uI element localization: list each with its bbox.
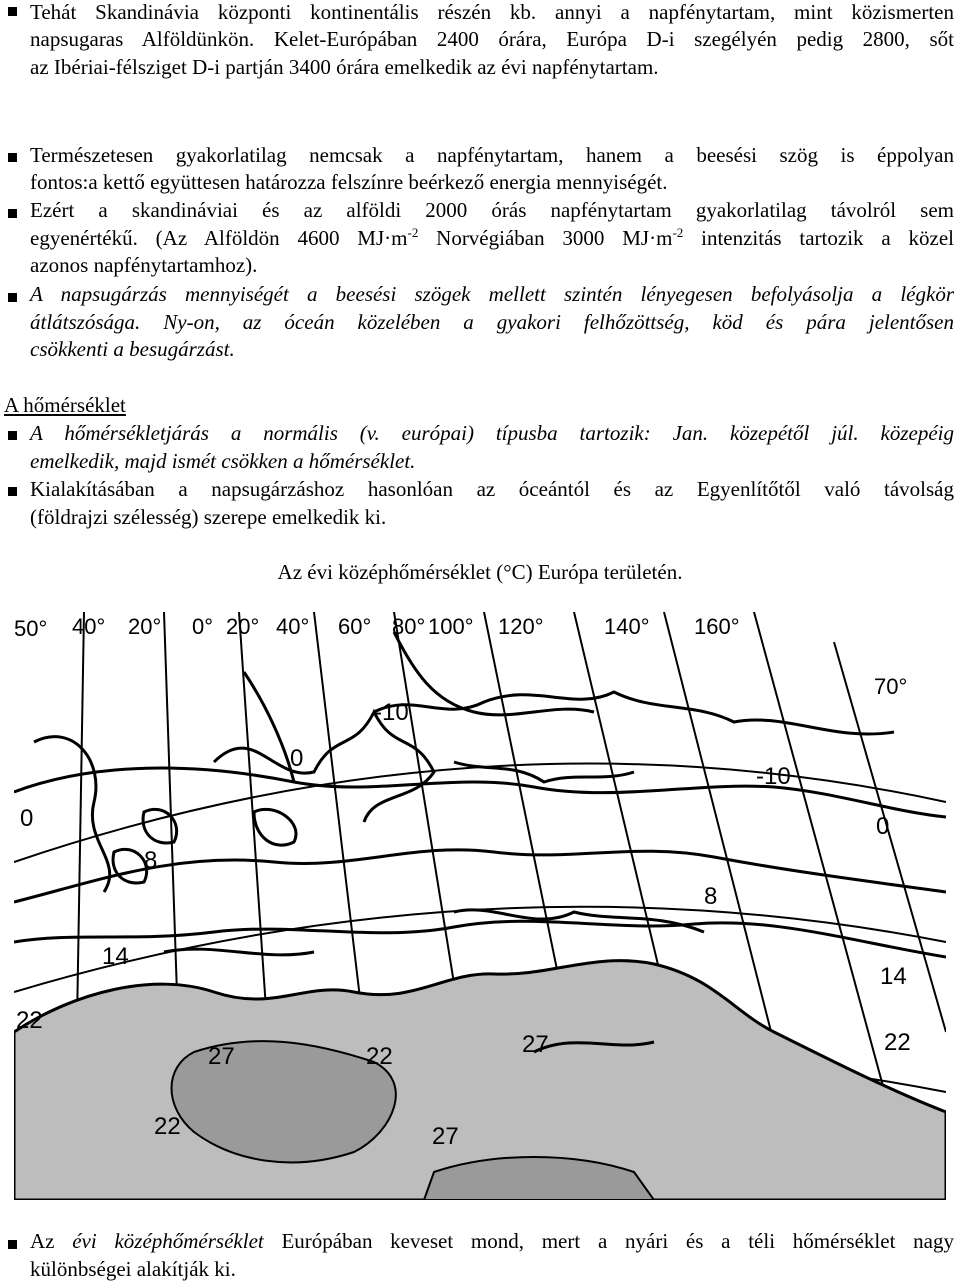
longitude-label: 20° (128, 614, 162, 639)
bullet-icon (8, 293, 17, 302)
text-line: azonos napfénytartamhoz). (30, 253, 258, 277)
text-line: A hőmérsékletjárás a normális (v. európai) típusba tartozik: Jan. közepétől júl. közepéig (30, 421, 954, 445)
isotherm-label: 8 (144, 847, 158, 874)
text-segment: Norvégiában 3000 MJ·m (418, 226, 673, 250)
europe-temperature-map (14, 612, 946, 1200)
text-line: Tehát Skandinávia központi kontinentális részén kb. annyi a napfénytartam, mint közismerten (30, 0, 954, 24)
text-line: emelkedik, majd ismét csökken a hőmérséklet. (30, 449, 416, 473)
bullet-icon (8, 1240, 17, 1249)
isotherm-label: 0 (876, 813, 890, 840)
text-segment: Az (30, 1229, 73, 1253)
text-line: csökkenti a besugárzást. (30, 337, 235, 361)
longitude-label: 0° (192, 614, 214, 639)
isotherm-label: 22 (154, 1113, 181, 1140)
isotherm-label: 14 (880, 963, 907, 990)
text-segment: egyenértékű. (Az Alföldön 4600 MJ·m (30, 226, 408, 250)
bullet-icon (8, 487, 17, 496)
text-line: Kialakításában a napsugárzáshoz hasonlóan az óceántól és az Egyenlítőtől való távolság (30, 477, 954, 501)
text-line (30, 1229, 954, 1254)
longitude-label: 60° (338, 614, 372, 639)
latitude-label: 70° (874, 674, 908, 699)
longitude-label: 100° (428, 614, 474, 639)
text-line: Ezért a skandináviai és az alföldi 2000 órás napfénytartam gyakorlatilag távolról sem (30, 198, 954, 222)
longitude-label: 20° (226, 614, 260, 639)
isotherm-label: -10 (374, 699, 409, 726)
bullet-icon (8, 153, 17, 162)
bullet-icon (8, 431, 17, 440)
text-segment: intenzitás tartozik a közel (683, 226, 954, 250)
longitude-label: 120° (498, 614, 544, 639)
bullet-icon (8, 209, 17, 218)
isotherm-label: 22 (884, 1029, 911, 1056)
text-line: A napsugárzás mennyiségét a beesési szögek mellett szintén lényegesen befolyásolja a légkör (30, 282, 954, 306)
isotherm-label: 0 (20, 805, 34, 832)
longitude-label: 40° (72, 614, 106, 639)
section-heading: A hőmérséklet (4, 393, 126, 417)
isotherm-label: 0 (290, 745, 304, 772)
isotherm-label: 27 (522, 1031, 549, 1058)
text-line: Természetesen gyakorlatilag nemcsak a napfénytartam, hanem a beesési szög is éppolyan (30, 143, 954, 167)
longitude-label: 50° (14, 616, 48, 641)
text-line: (földrajzi szélesség) szerepe emelkedik ki. (30, 505, 387, 529)
bullet-icon (8, 7, 17, 16)
longitude-label: 140° (604, 614, 650, 639)
longitude-label: 80° (392, 614, 426, 639)
isotherm-label: 27 (208, 1043, 235, 1070)
text-line: különbségei alakítják ki. (30, 1257, 236, 1281)
text-segment-italic: évi középhőmérséklet (72, 1229, 264, 1253)
longitude-label: 160° (694, 614, 740, 639)
longitude-label: 40° (276, 614, 310, 639)
isotherm-label: 8 (704, 883, 718, 910)
text-line: napsugaras Alföldünkön. Kelet-Európában 2400 órára, Európa D-i szegélyén pedig 2800, sőt (30, 27, 954, 51)
superscript: -2 (672, 225, 684, 240)
isotherm-label: 27 (432, 1123, 459, 1150)
text-segment: Európában keveset mond, mert a nyári és a téli hőmérséklet nagy (263, 1229, 954, 1253)
text-line: az Ibériai-félsziget D-i partján 3400 órára emelkedik az évi napfénytartam. (30, 55, 659, 79)
map-caption: Az évi középhőmérséklet (°C) Európa területén. (277, 560, 683, 584)
superscript: -2 (407, 225, 419, 240)
text-line: átlátszósága. Ny-on, az óceán közelében a gyakori felhőzöttség, köd és pára jelentősen (30, 310, 954, 334)
text-line (30, 226, 954, 251)
isotherm-label: 22 (366, 1043, 393, 1070)
text-line: fontos:a kettő együttesen határozza felszínre beérkező energia mennyiségét. (30, 170, 668, 194)
isotherm-label: 22 (16, 1007, 43, 1034)
isotherm-label: 14 (102, 943, 129, 970)
isotherm-label: -10 (756, 763, 791, 790)
